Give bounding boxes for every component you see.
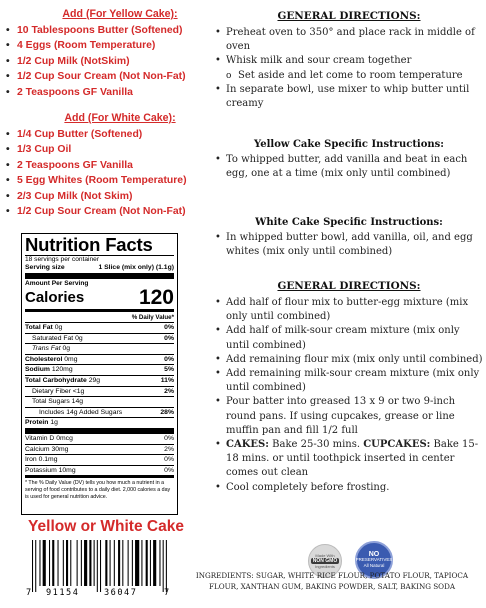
yellow-cake-instructions xyxy=(212,138,486,181)
list-item: • 1/4 Cup Butter (Softened) xyxy=(6,127,234,142)
list-subitem: o Set aside and let come to room temperature xyxy=(212,69,486,83)
list-item-bake-times: • CAKES: Bake 25-30 mins. CUPCAKES: Bake 15-18 mins. or until toothpick inserted in center comes out clean xyxy=(212,438,486,481)
product-name: Yellow or White Cake xyxy=(28,518,184,535)
no-preservatives-badge: NO PRESERVATIVES All Natural xyxy=(355,541,393,579)
yellow-addins-list xyxy=(6,23,234,100)
barcode-bar xyxy=(163,540,164,592)
barcode-bar xyxy=(132,540,133,586)
nutrient-row-vitamin-d: Vitamin D 0mcg 0% xyxy=(25,434,174,442)
general-directions-2 xyxy=(212,280,486,495)
list-item: • Add remaining flour mix (mix only until combined) xyxy=(212,353,486,367)
calories-value: 120 xyxy=(138,286,174,309)
nutrient-row-cholesterol: Cholesterol 0mg 0% xyxy=(25,355,174,363)
calories-row xyxy=(25,288,174,308)
barcode-bar xyxy=(100,540,101,592)
nutrient-row-added-sugars: Includes 14g Added Sugars 28% xyxy=(25,407,174,418)
white-cake-addins xyxy=(6,112,234,219)
list-item: • 2 Teaspoons GF Vanilla xyxy=(6,158,234,173)
barcode-bar xyxy=(32,540,33,592)
list-item: • 1/2 Cup Sour Cream (Not Non-Fat) xyxy=(6,204,234,219)
white-addins-list xyxy=(6,127,234,219)
divider xyxy=(25,475,174,478)
barcode-bar xyxy=(81,540,82,586)
list-item: • To whipped butter, add vanilla and beat in each egg, one at a time (mix only until combined) xyxy=(212,153,486,181)
white-cake-instructions xyxy=(212,216,486,259)
daily-value-footnote: * The % Daily Value (DV) tells you how much a nutrient in a serving of food contributes to a daily diet. 2,000 calories a day is used for general nutrition advice. xyxy=(25,480,171,500)
barcode-bar xyxy=(35,540,36,592)
divider xyxy=(25,309,174,312)
nutrient-row-total-sugars: Total Sugars 14g xyxy=(25,396,174,407)
barcode-bar xyxy=(153,540,156,586)
nutrition-facts-label xyxy=(21,233,178,515)
barcode-bar xyxy=(122,540,123,586)
barcode-left-group: 91154 xyxy=(46,588,80,598)
list-item: • 1/3 Cup Oil xyxy=(6,142,234,157)
general-directions-title-2: GENERAL DIRECTIONS: xyxy=(277,280,421,292)
ingredients-text: INGREDIENTS: SUGAR, WHITE RICE FLOUR, POTATO FLOUR, TAPIOCA FLOUR, XANTHAN GUM, BAKING POWDER, SALT, BAKING SODA xyxy=(195,571,469,592)
barcode-bar xyxy=(135,540,139,586)
nutrient-row-potassium: Potassium 10mg 0% xyxy=(25,466,174,474)
yellow-cake-addins xyxy=(6,8,234,100)
barcode-bar xyxy=(84,540,87,586)
calories-label: Calories xyxy=(25,289,85,306)
barcode-bar xyxy=(166,540,167,592)
servings-per-container: 18 servings per container xyxy=(25,256,100,263)
nutrient-row-saturated-fat: Saturated Fat 0g 0% xyxy=(25,333,174,344)
yellow-addins-title: Add (For Yellow Cake): xyxy=(62,8,178,20)
barcode-bar xyxy=(94,540,95,586)
list-item: • Add half of flour mix to butter-egg mixture (mix only until combined) xyxy=(212,296,486,324)
barcode-bar xyxy=(52,540,54,586)
nutrient-row-dietary-fiber: Dietary Fiber <1g 2% xyxy=(25,386,174,397)
barcode-bar xyxy=(58,540,59,586)
barcode-bar xyxy=(70,540,71,586)
amount-per-serving: Amount Per Serving xyxy=(25,280,89,287)
list-item: • 10 Tablespoons Butter (Softened) xyxy=(6,23,234,38)
list-item: • In whipped butter bowl, add vanilla, oil, and egg whites (mix only until combined) xyxy=(212,231,486,259)
yellow-instructions-title: Yellow Cake Specific Instructions: xyxy=(253,139,444,150)
barcode-bar xyxy=(146,540,148,586)
serving-size-value: 1 Slice (mix only) (1.1g) xyxy=(98,264,174,271)
list-item: • Add half of milk-sour cream mixture (mix only until combined) xyxy=(212,324,486,352)
list-item: • 2 Teaspoons GF Vanilla xyxy=(6,85,234,100)
barcode-leading-digit: 7 xyxy=(26,588,32,598)
list-item: • 1/2 Cup Milk (NotSkim) xyxy=(6,54,234,69)
barcode-bar xyxy=(128,540,129,586)
daily-value-header: % Daily Value* xyxy=(131,314,174,321)
barcode-bar xyxy=(118,540,120,586)
barcode-bar xyxy=(43,540,46,586)
serving-size xyxy=(25,264,174,272)
serving-size-label: Serving size xyxy=(25,264,65,271)
nutrient-row-iron: Iron 0.1mg 0% xyxy=(25,456,174,464)
list-item: • 1/2 Cup Sour Cream (Not Non-Fat) xyxy=(6,69,234,84)
list-item: • Cool completely before frosting. xyxy=(212,481,486,495)
barcode-bar xyxy=(114,540,115,586)
non-gmo-badge: Made With NON GMO Ingredients xyxy=(308,544,342,578)
general-directions-title: GENERAL DIRECTIONS: xyxy=(277,10,421,22)
nutrient-row-total-fat: Total Fat 0g 0% xyxy=(25,324,174,331)
nutrient-row-trans-fat: Trans Fat 0g xyxy=(25,343,174,354)
barcode-bar xyxy=(39,540,40,586)
list-item: • 2/3 Cup Milk (Not Skim) xyxy=(6,189,234,204)
list-item: • 4 Eggs (Room Temperature) xyxy=(6,38,234,53)
nutrient-row-total-carbohydrate: Total Carbohydrate 29g 11% xyxy=(25,376,174,384)
barcode-bar xyxy=(110,540,111,586)
barcode-trailing-digit: 7 xyxy=(164,588,170,598)
barcode-bar xyxy=(63,540,64,586)
barcode-right-group: 36047 xyxy=(104,588,138,598)
nutrient-row-calcium: Calcium 30mg 2% xyxy=(25,445,174,453)
white-instructions-title: White Cake Specific Instructions: xyxy=(255,217,443,228)
barcode-bar xyxy=(97,540,98,592)
nutrient-row-sodium: Sodium 120mg 5% xyxy=(25,366,174,374)
barcode-bar xyxy=(105,540,107,586)
barcode-bars xyxy=(28,540,170,592)
barcode-bar xyxy=(89,540,91,586)
list-item: • Preheat oven to 350° and place rack in middle of oven xyxy=(212,26,486,54)
list-item: • 5 Egg Whites (Room Temperature) xyxy=(6,173,234,188)
nutrition-facts-title: Nutrition Facts xyxy=(25,234,153,255)
general-directions-1 xyxy=(212,10,486,111)
barcode-bar xyxy=(77,540,78,586)
barcode-bar xyxy=(150,540,151,586)
barcode-bar xyxy=(159,540,160,586)
list-item: • Whisk milk and sour cream together xyxy=(212,54,486,68)
barcode-bar xyxy=(141,540,142,586)
barcode-bar xyxy=(66,540,68,586)
list-item: • Pour batter into greased 13 x 9 or two 9-inch round pans. If using cupcakes, grease or line muffin pan and fill 1/2 full xyxy=(212,395,486,438)
barcode-bar xyxy=(49,540,50,586)
nutrient-row-protein: Protein 1g xyxy=(25,417,174,428)
upc-barcode xyxy=(28,540,170,602)
white-addins-title: Add (For White Cake): xyxy=(64,112,176,124)
list-item: • Add remaining milk-sour cream mixture (mix only until combined) xyxy=(212,367,486,395)
divider xyxy=(25,273,174,279)
list-item: • In separate bowl, use mixer to whip butter until creamy xyxy=(212,83,486,111)
